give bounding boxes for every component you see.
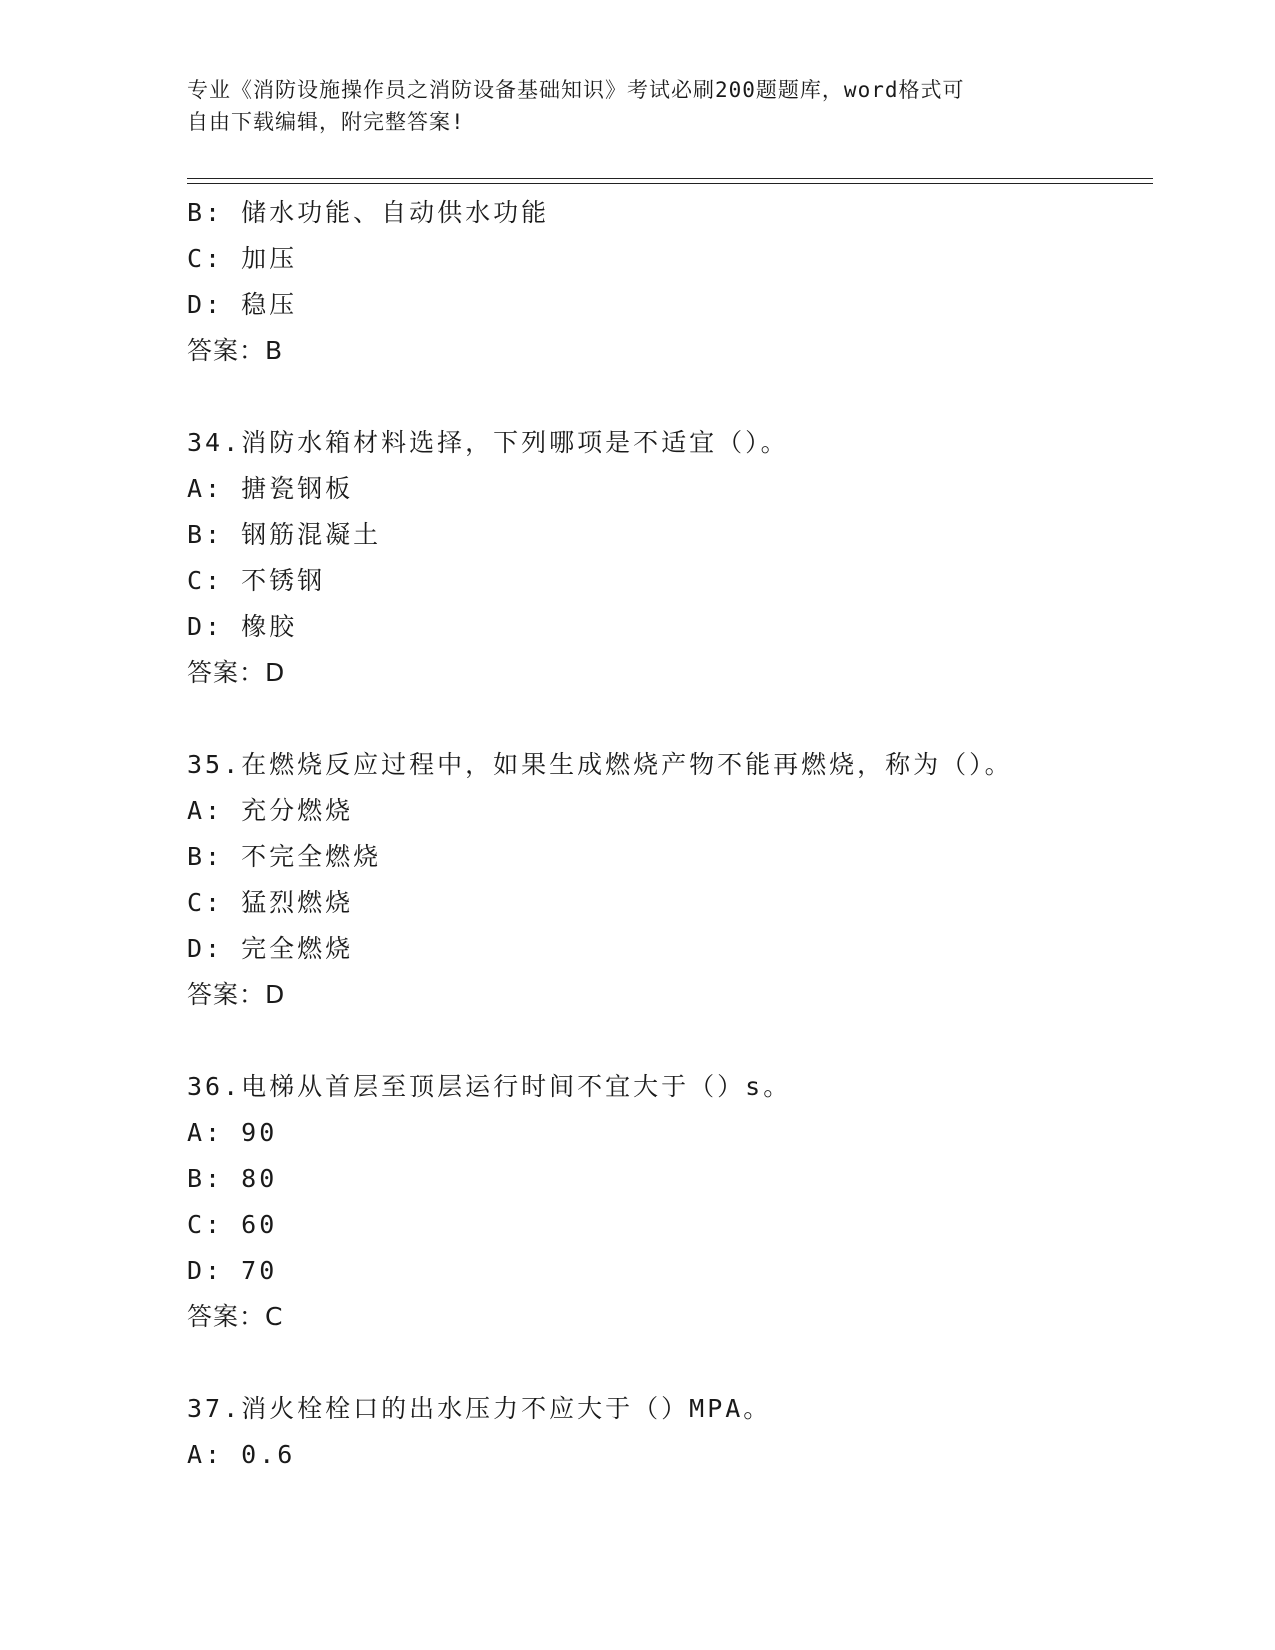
- option-c: C: 60: [187, 1210, 278, 1239]
- option-c: C: 猛烈燃烧: [187, 888, 354, 917]
- option-b: B: 储水功能、自动供水功能: [187, 198, 550, 227]
- header-title-line-1: 专业《消防设施操作员之消防设备基础知识》考试必刷200题题库，word格式可: [187, 78, 965, 102]
- option-a: A: 0.6: [187, 1440, 296, 1469]
- question-text: 34.消防水箱材料选择，下列哪项是不适宜（）。: [187, 428, 789, 457]
- header-title-line-2: 自由下载编辑，附完整答案!: [187, 110, 465, 134]
- document-header: [187, 74, 1087, 138]
- question-35: [187, 742, 1147, 1018]
- spacer: [187, 696, 1147, 742]
- question-text: 36.电梯从首层至顶层运行时间不宜大于（）s。: [187, 1072, 792, 1101]
- option-d: D: 70: [187, 1256, 278, 1285]
- option-d: D: 完全燃烧: [187, 934, 354, 963]
- question-text: 35.在燃烧反应过程中，如果生成燃烧产物不能再燃烧，称为（）。: [187, 750, 1013, 779]
- answer-line: 答案：D: [187, 658, 286, 687]
- option-b: B: 80: [187, 1164, 278, 1193]
- spacer: [187, 374, 1147, 420]
- spacer: [187, 1018, 1147, 1064]
- option-d: D: 橡胶: [187, 612, 298, 641]
- spacer: [187, 1340, 1147, 1386]
- answer-line: 答案：B: [187, 336, 284, 365]
- question-list: [187, 190, 1147, 1478]
- header-rule-top: [187, 178, 1153, 179]
- question-text: 37.消火栓栓口的出水压力不应大于（）MPA。: [187, 1394, 772, 1423]
- option-a: A: 充分燃烧: [187, 796, 354, 825]
- option-b: B: 钢筋混凝土: [187, 520, 382, 549]
- question-33-continued: [187, 190, 1147, 374]
- answer-line: 答案：C: [187, 1302, 284, 1331]
- answer-line: 答案：D: [187, 980, 286, 1009]
- header-rule-bottom: [187, 183, 1153, 184]
- option-c: C: 不锈钢: [187, 566, 326, 595]
- option-d: D: 稳压: [187, 290, 298, 319]
- question-34: [187, 420, 1147, 696]
- question-36: [187, 1064, 1147, 1340]
- option-a: A: 搪瓷钢板: [187, 474, 354, 503]
- question-37: [187, 1386, 1147, 1478]
- option-b: B: 不完全燃烧: [187, 842, 382, 871]
- option-c: C: 加压: [187, 244, 298, 273]
- option-a: A: 90: [187, 1118, 278, 1147]
